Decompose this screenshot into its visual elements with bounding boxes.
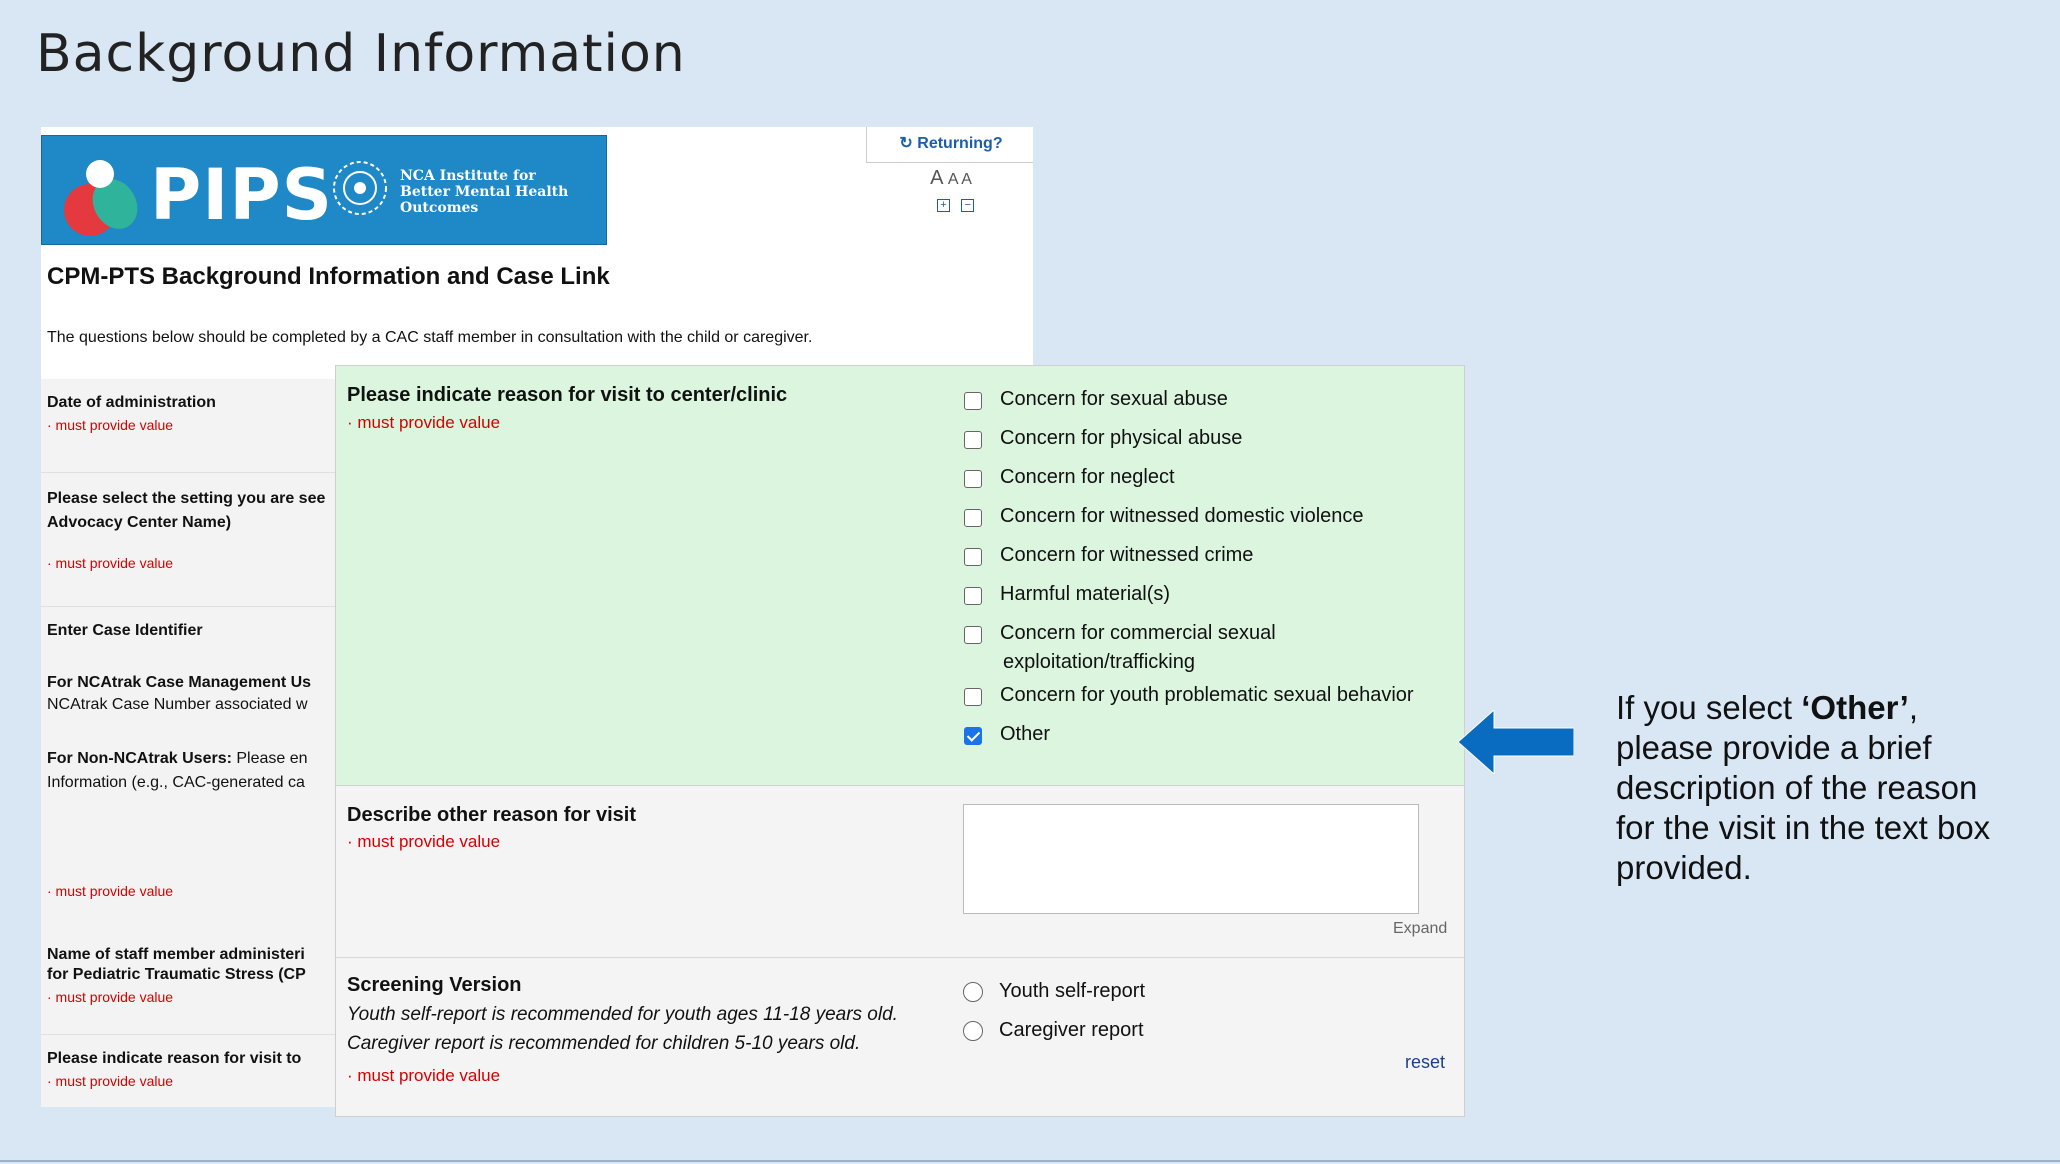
slide-bottom-divider [0, 1160, 2060, 1162]
screening-label: Screening Version [347, 974, 522, 996]
staff-name-row: Name of staff member administeri for Pediatric Traumatic Stress (CP · must provide value [41, 931, 461, 1035]
case-identifier-row: Enter Case Identifier For NCAtrak Case Management Us NCAtrak Case Number associated w For Non-NCAtrak Users: Please en Information (e.g., CAC-generated ca · must provide value [41, 607, 461, 1057]
screening-required: · must provide value [347, 1066, 501, 1085]
reason-form-panel [335, 365, 1465, 1117]
font-decrease-button[interactable]: − [961, 199, 974, 212]
other-reason-required: · must provide value [347, 832, 501, 851]
nca-institute-icon [332, 160, 388, 216]
font-size-indicator: A A A [930, 167, 972, 189]
reason-section: Please indicate reason for visit to center/clinic · must provide value Concern for sexual abuse Concern for physical abuse Concern for neglect Concern for witnessed domestic violence Concern for witnessed crime Harmful material(s) Concern for commercial sexual exploitation/trafficking Concern for youth problematic sexual behavior Other [336, 366, 1464, 786]
slide-title: Background Information [36, 24, 686, 84]
form-description: The questions below should be completed by a CAC staff member in consultation with the child or caregiver. [47, 329, 813, 346]
date-row: Date of administration · must provide value [41, 379, 461, 473]
returning-button[interactable]: ↻ Returning? [866, 127, 1033, 163]
screening-section: Screening Version Youth self-report is recommended for youth ages 11-18 years old. Caregiver report is recommended for children 5-10 years old. · must provide value Youth self-report Caregiver report reset [336, 958, 1464, 1117]
annotation-text: If you select ‘Other’, please provide a brief description of the reason for the visit in the text box provided. [1616, 689, 1991, 886]
pips-banner [41, 135, 607, 245]
arrow-left-icon [1458, 710, 1574, 774]
nca-institute-label: NCA Institute for Better Mental Health Outcomes [400, 168, 569, 216]
reason-required: · must provide value [347, 413, 501, 432]
font-increase-button[interactable]: + [937, 199, 950, 212]
screening-helper-youth: Youth self-report is recommended for youth ages 11-18 years old. [347, 1004, 898, 1025]
reason-question-label: Please indicate reason for visit to center/clinic [347, 384, 788, 406]
other-reason-section [336, 786, 1464, 958]
reason-row-back: Please indicate reason for visit to · must provide value [41, 1035, 461, 1107]
other-reason-label: Describe other reason for visit [347, 804, 636, 826]
other-checkbox-checked[interactable] [964, 727, 982, 745]
screening-helper-caregiver: Caregiver report is recommended for children 5-10 years old. [347, 1033, 861, 1054]
expand-link[interactable]: Expand [1393, 920, 1448, 937]
pips-logo-text: PIPS [150, 154, 334, 236]
other-reason-textarea[interactable] [963, 804, 1419, 914]
reset-link[interactable]: reset [1405, 1052, 1446, 1072]
setting-row: Please select the setting you are see Advocacy Center Name) · must provide value [41, 473, 461, 607]
form-title: CPM-PTS Background Information and Case Link [47, 263, 610, 290]
